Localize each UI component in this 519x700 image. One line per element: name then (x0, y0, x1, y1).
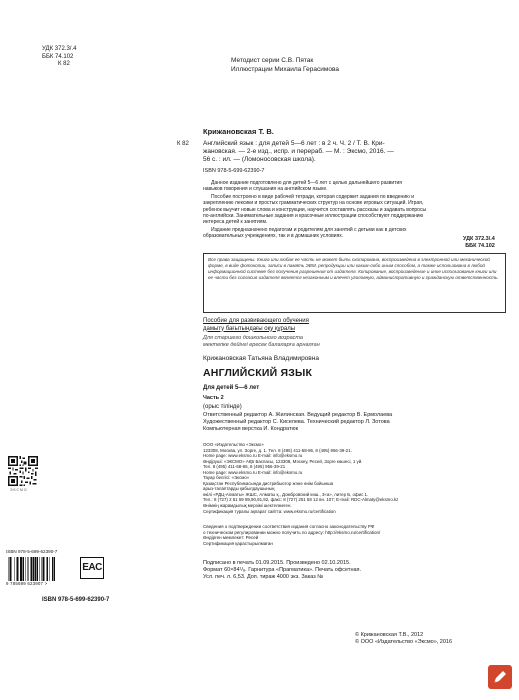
udk-bbk-right: УДК 372.3/.4 ББК 74.102 (463, 236, 495, 249)
copyright-block: © Крижановская Т.В., 2012 © ООО «Издательство «Эксмо», 2016 (355, 632, 453, 645)
staff-block: Ответственный редактор А. Жилинская. Ведущий редактор В. Ермолаева Художественный редактор С. Киселева. Технический редактор Л. Зотова Компьютерная верстка И. Кондратюк (203, 412, 393, 432)
methodist-line: Методист серии С.В. Пятак (231, 57, 314, 64)
certification-block: Сведения о подтверждении соответствия издания согласно законодательству РФ о техническом регулировании можно получить по адресу: http://eksmo.ru/certification/ Өндірген мемлекет: Ресей Сертификация қарастырылмаған (203, 524, 381, 546)
code-line: К 82 (58, 61, 70, 67)
pen-logo-icon (488, 665, 512, 689)
print-block: Подписано в печать 01.09.2015. Произведено 02.10.2015. Формат 60×84¹/₈. Гарнитура «Прагматика». Печать офсетная. Усл. печ. л. 6,53. Доп. тираж 4000 экз. Заказ № (203, 560, 362, 580)
publisher-block: ООО «Издательство «Эксмо» 123308, Москва, ул. Зорге, д. 1. Тел. 8 (495) 411-68-86, 8 (495) 956-39-21. Home page: www.eksmo.ru E-mail: info@eksmo.ru Өндіруші: «ЭКСМО» АҚБ Баспасы, 123308, Мәскеу, Ресей, Зорге көшесі, 1 үй. Тел. 8 (495) 411-68-86, 8 (495) 956-39-21 Home page: www.eksmo.ru E-mail: info@eksmo.ru Тауар белгісі: «Эксмо» Қазақстан Республикасында дистрибьютор және өнім бойынша арыз-талаптарды қабылдаушының өкілі «РДЦ-Алматы» ЖШС, Алматы қ., Домбровский көш., 3«а», литер Б, офис 1. Тел.: 8 (727) 2 51 59 89,90,91,92, факс: 8 (727) 251 58 12 вн. 107; E-mail: RDC-Almaty@eksmo.kz Өнімнің жарамдылық мерзімі шектелмеген. Сертификация туралы ақпарат сайтта: www.eksmo.ru/certification (203, 442, 399, 514)
entry-code: К 82 (177, 141, 189, 147)
bbk-line: ББК 74.102 (42, 53, 74, 60)
desc-line: жановская. — 2-е изд., испр. и перераб. — М. : Эксмо, 2016. — (203, 148, 394, 155)
series-line-ru: Пособие для развивающего обучения (203, 318, 309, 324)
udk-line: УДК 372.3/.4 (42, 46, 77, 52)
book-age: Для детей 5—6 лет (203, 385, 260, 391)
barcode-icon (6, 557, 72, 581)
series-block (203, 318, 309, 333)
series-line-kz: дамыту бағытындағы оқу құралы (203, 325, 296, 332)
udk-block (42, 46, 76, 69)
author-fullname: Крижановская Татьяна Владимировна (203, 355, 319, 362)
desc-line: Английский язык : для детей 5—6 лет : в 2 ч. Ч. 2 / Т. В. Кри- (203, 140, 385, 147)
pen-icon (488, 665, 512, 689)
annotation-para-1: Данное издание подготовлено для детей 5—6 лет с целью дальнейшего развития навыков говорения и слушания на английском языке. (203, 180, 402, 193)
annotation-para-3: Издание предназначено педагогам и родителям для занятий с детьми как в детских образовательных учреждениях, так и в домашних условиях. (203, 226, 407, 240)
eksmo-small-label: ЭКСМО (10, 488, 28, 492)
barcode-digits: 9 785699 623907 > (6, 581, 48, 586)
age-block: Для старшего дошкольного возраста мектепке дейінгі ересек балаларға арналған (203, 335, 320, 348)
bibliographic-entry (203, 127, 508, 240)
barcode-isbn-small: ISBN 978-5-699-62390-7 (6, 549, 58, 554)
eac-mark-icon: EAC (80, 557, 104, 579)
desc-line: 56 с. : ил. — (Ломоносовская школа). (203, 156, 316, 163)
rights-notice-text: Все права защищены. Книга или любая ее часть не может быть скопирована, воспроизведена в электронной или механической форме, в виде фотокопии, записи в память ЭВМ, репродукции или каким-либо иным способом, а также использована в любой информационной системе без получения разрешения от издателя. Копирование, воспроизведение и иное использование книги или ее части без согласия издателя является незаконным и влечет уголовную, административную и гражданскую ответственность. (208, 257, 499, 280)
illustrations-line: Иллюстрации Михаила Герасимова (231, 66, 339, 73)
annotation-para-2: Пособие построено в виде рабочей тетради, которая содержит задания по введению и закреплению лексики и простых грамматических структур на основе игровых ситуаций. Играя, ребенок выучит новые слова и конструкции, научится составлять рассказы и задавать вопросы по-английски. Занимательные задания и красочные иллюстрации способствуют поддержанию интереса детей к занятиям. (203, 193, 427, 226)
rights-notice-box (203, 253, 506, 313)
book-part: Часть 2 (203, 394, 224, 401)
title-block (203, 355, 319, 411)
isbn-bottom: ISBN 978-5-699-62390-7 (42, 597, 110, 603)
qr-code-icon (8, 456, 38, 486)
isbn-line: ISBN 978-5-699-62390-7 (203, 168, 265, 174)
book-lang: (орыс тілінде) (203, 403, 242, 410)
author-heading: Крижановская Т. В. (203, 127, 274, 136)
credits-block (231, 57, 339, 74)
book-title: АНГЛИЙСКИЙ ЯЗЫК (203, 367, 313, 379)
